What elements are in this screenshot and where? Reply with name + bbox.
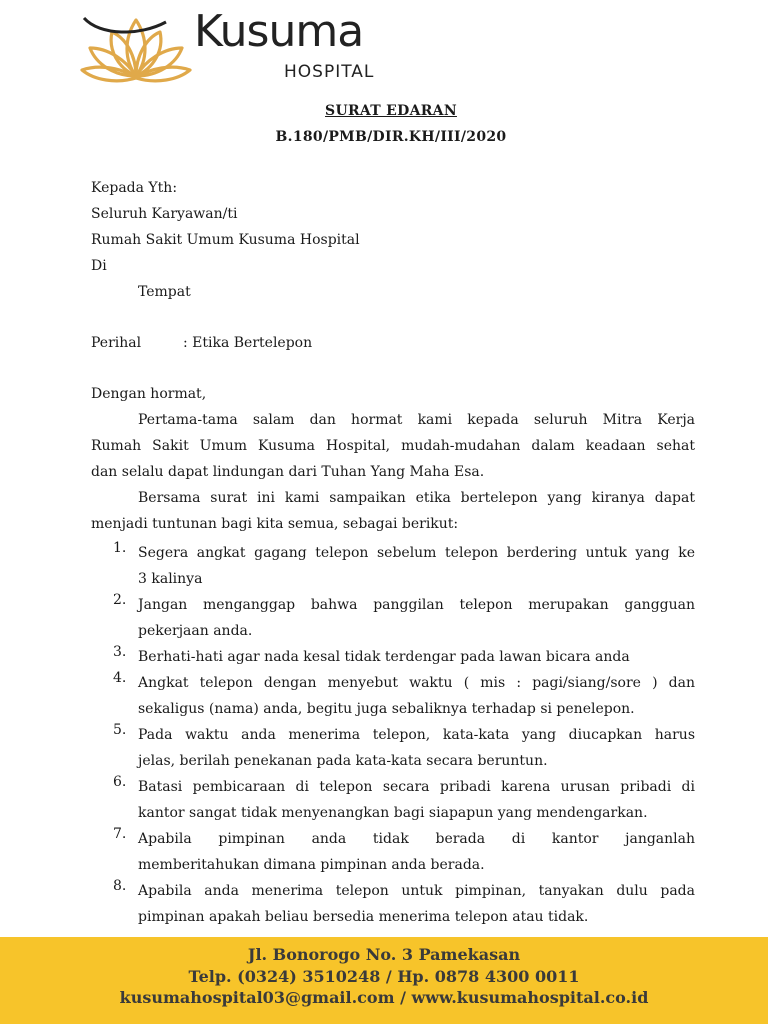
paragraph-intro xyxy=(91,488,695,540)
logo-swoosh xyxy=(80,14,170,38)
hospital-logo xyxy=(80,6,400,86)
paragraph-line: dan selalu dapat lindungan dari Tuhan Yang Maha Esa. xyxy=(91,464,485,480)
list-text: memberitahukan dimana pimpinan anda berada. xyxy=(138,857,485,873)
greeting: Dengan hormat, xyxy=(91,386,207,402)
letter-number: B.180/PMB/DIR.KH/III/2020 xyxy=(275,129,507,145)
list-text: pimpinan apakah beliau bersedia menerima telepon atau tidak. xyxy=(138,909,589,925)
letter-title: SURAT EDARAN xyxy=(325,103,457,119)
subject-label: Perihal xyxy=(91,335,142,351)
recipient-line: Kepada Yth: xyxy=(91,180,178,196)
paragraph-line: Bersama surat ini kami sampaikan etika bertelepon yang kiranya dapat xyxy=(138,490,695,506)
list-text: Apabila pimpinan anda tidak berada di kantor janganlah xyxy=(138,831,695,847)
list-number: 2. xyxy=(113,592,127,608)
recipient-line: Seluruh Karyawan/ti xyxy=(91,206,238,222)
list-text: Apabila anda menerima telepon untuk pimpinan, tanyakan dulu pada xyxy=(138,883,695,899)
list-item xyxy=(91,670,695,722)
list-number: 5. xyxy=(113,722,127,738)
recipient-line: Rumah Sakit Umum Kusuma Hospital xyxy=(91,232,360,248)
brand-subtitle: HOSPITAL xyxy=(284,62,375,82)
paragraph-line: menjadi tuntunan bagi kita semua, sebagai berikut: xyxy=(91,516,459,532)
footer-address: Jl. Bonorogo No. 3 Pamekasan xyxy=(247,945,521,964)
footer-phone: Telp. (0324) 3510248 / Hp. 0878 4300 0011 xyxy=(188,967,580,986)
etiquette-list xyxy=(91,540,695,930)
list-item xyxy=(91,592,695,644)
list-text: jelas, berilah penekanan pada kata-kata secara beruntun. xyxy=(138,753,548,769)
list-number: 8. xyxy=(113,878,127,894)
list-item xyxy=(91,722,695,774)
list-number: 1. xyxy=(113,540,127,556)
list-text: Angkat telepon dengan menyebut waktu ( mis : pagi/siang/sore ) dan xyxy=(138,675,695,691)
list-text: Batasi pembicaraan di telepon secara pribadi karena urusan pribadi di xyxy=(138,779,695,795)
list-text: Jangan menganggap bahwa panggilan telepon merupakan gangguan xyxy=(138,597,695,613)
list-item xyxy=(91,774,695,826)
list-item xyxy=(91,540,695,592)
recipient-place: Tempat xyxy=(138,284,191,300)
list-number: 6. xyxy=(113,774,127,790)
list-number: 3. xyxy=(113,644,127,660)
list-item xyxy=(91,878,695,930)
subject-value: : Etika Bertelepon xyxy=(183,335,313,351)
paragraph-opening xyxy=(91,410,695,488)
list-number: 7. xyxy=(113,826,127,842)
list-item xyxy=(91,644,695,670)
list-number: 4. xyxy=(113,670,127,686)
list-text: 3 kalinya xyxy=(138,571,203,587)
brand-name: Kusuma xyxy=(194,6,364,57)
recipient-line: Di xyxy=(91,258,107,274)
footer-banner xyxy=(0,937,768,1024)
list-text: Segera angkat gagang telepon sebelum telepon berdering untuk yang ke xyxy=(138,545,695,561)
footer-contact: kusumahospital03@gmail.com / www.kusumahospital.co.id xyxy=(119,988,649,1007)
list-text: Pada waktu anda menerima telepon, kata-kata yang diucapkan harus xyxy=(138,727,695,743)
list-item xyxy=(91,826,695,878)
paragraph-line: Pertama-tama salam dan hormat kami kepada seluruh Mitra Kerja xyxy=(138,412,695,428)
list-text: kantor sangat tidak menyenangkan bagi siapapun yang mendengarkan. xyxy=(138,805,648,821)
paragraph-line: Rumah Sakit Umum Kusuma Hospital, mudah-mudahan dalam keadaan sehat xyxy=(91,438,695,454)
list-text: pekerjaan anda. xyxy=(138,623,253,639)
list-text: sekaligus (nama) anda, begitu juga sebaliknya terhadap si penelepon. xyxy=(138,701,635,717)
list-text: Berhati-hati agar nada kesal tidak terdengar pada lawan bicara anda xyxy=(138,649,630,665)
